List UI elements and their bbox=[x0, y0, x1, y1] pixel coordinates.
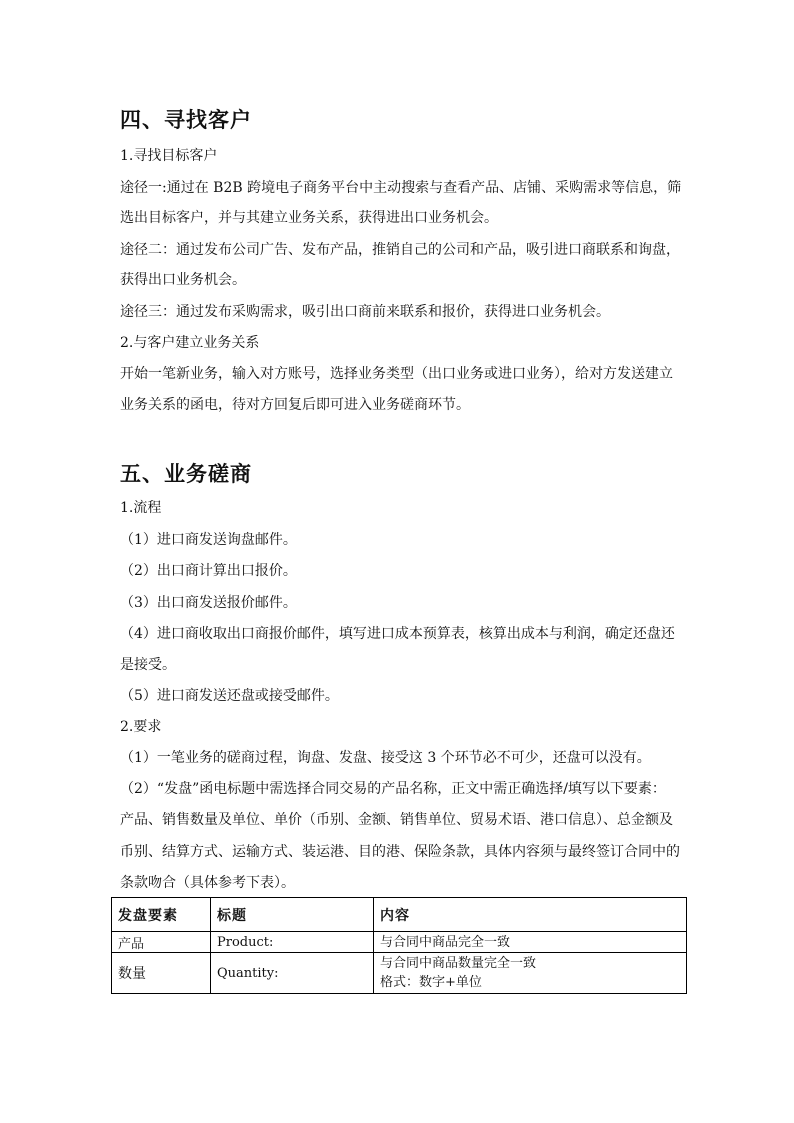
subheading-requirements: 2.要求 bbox=[120, 719, 162, 735]
table-header-row bbox=[112, 898, 687, 932]
table-cell-content bbox=[374, 932, 687, 953]
flow-step: （5）进口商发送还盘或接受邮件。 bbox=[120, 688, 339, 704]
flow-step: （2）出口商计算出口报价。 bbox=[120, 563, 297, 579]
flow-step: （1）进口商发送询盘邮件。 bbox=[120, 532, 297, 548]
paragraph-line: 途径一:通过在 B2B 跨境电子商务平台中主动搜索与查看产品、店铺、采购需求等信息，筛 bbox=[120, 180, 682, 196]
flow-step: （4）进口商收取出口商报价邮件，填写进口成本预算表，核算出成本与利润，确定还盘还 bbox=[120, 626, 675, 642]
paragraph-line: 业务关系的函电，待对方回复后即可进入业务磋商环节。 bbox=[120, 397, 470, 413]
table-row bbox=[112, 953, 687, 994]
content-line: 与合同中商品完全一致 bbox=[380, 934, 511, 950]
content-line: 格式：数字+单位 bbox=[380, 975, 482, 990]
requirement-line: 条款吻合（具体参考下表）。 bbox=[120, 875, 295, 891]
section-five-heading: 五、业务磋商 bbox=[120, 461, 252, 486]
requirement-line: 币别、结算方式、运输方式、装运港、目的港、保险条款，具体内容须与最终签订合同中的 bbox=[120, 844, 680, 860]
content-line: 与合同中商品数量完全一致 bbox=[380, 956, 537, 971]
section-four-heading: 四、寻找客户 bbox=[120, 107, 252, 132]
paragraph-line: 开始一笔新业务，输入对方账号，选择业务类型（出口业务或进口业务），给对方发送建立 bbox=[120, 366, 673, 382]
flow-step: 是接受。 bbox=[120, 657, 176, 673]
flow-step: （3）出口商发送报价邮件。 bbox=[120, 595, 297, 611]
subheading-find-target-customers: 1.寻找目标客户 bbox=[120, 148, 218, 164]
paragraph-line: 途径二：通过发布公司广告、发布产品，推销自己的公司和产品，吸引进口商联系和询盘， bbox=[120, 242, 680, 258]
requirement-line: 产品、销售数量及单位、单价（币别、金额、销售单位、贸易术语、港口信息）、总金额及 bbox=[120, 812, 673, 828]
paragraph-line: 获得出口业务机会。 bbox=[120, 272, 246, 288]
table-row bbox=[112, 932, 687, 953]
subheading-establish-relations: 2.与客户建立业务关系 bbox=[120, 335, 260, 351]
paragraph-line: 途径三：通过发布采购需求，吸引出口商前来联系和报价，获得进口业务机会。 bbox=[120, 304, 610, 320]
requirement-line: （2）“发盘”函电标题中需选择合同交易的产品名称，正文中需正确选择/填写以下要素： bbox=[120, 781, 666, 797]
offer-elements-table bbox=[111, 897, 687, 994]
paragraph-line: 选出目标客户，并与其建立业务关系，获得进出口业务机会。 bbox=[120, 210, 498, 226]
table-cell-element: 产品 bbox=[112, 932, 211, 953]
table-cell-title: Quantity: bbox=[211, 953, 374, 994]
table-cell-title: Product: bbox=[211, 932, 374, 953]
table-cell-content bbox=[374, 953, 687, 994]
table-header-cell: 发盘要素 bbox=[112, 898, 211, 932]
table-cell-element: 数量 bbox=[112, 953, 211, 994]
table-header-cell: 内容 bbox=[374, 898, 687, 932]
subheading-process: 1.流程 bbox=[120, 500, 162, 516]
table-header-cell: 标题 bbox=[211, 898, 374, 932]
requirement-line: （1）一笔业务的磋商过程，询盘、发盘、接受这 3 个环节必不可少，还盘可以没有。 bbox=[120, 750, 651, 766]
